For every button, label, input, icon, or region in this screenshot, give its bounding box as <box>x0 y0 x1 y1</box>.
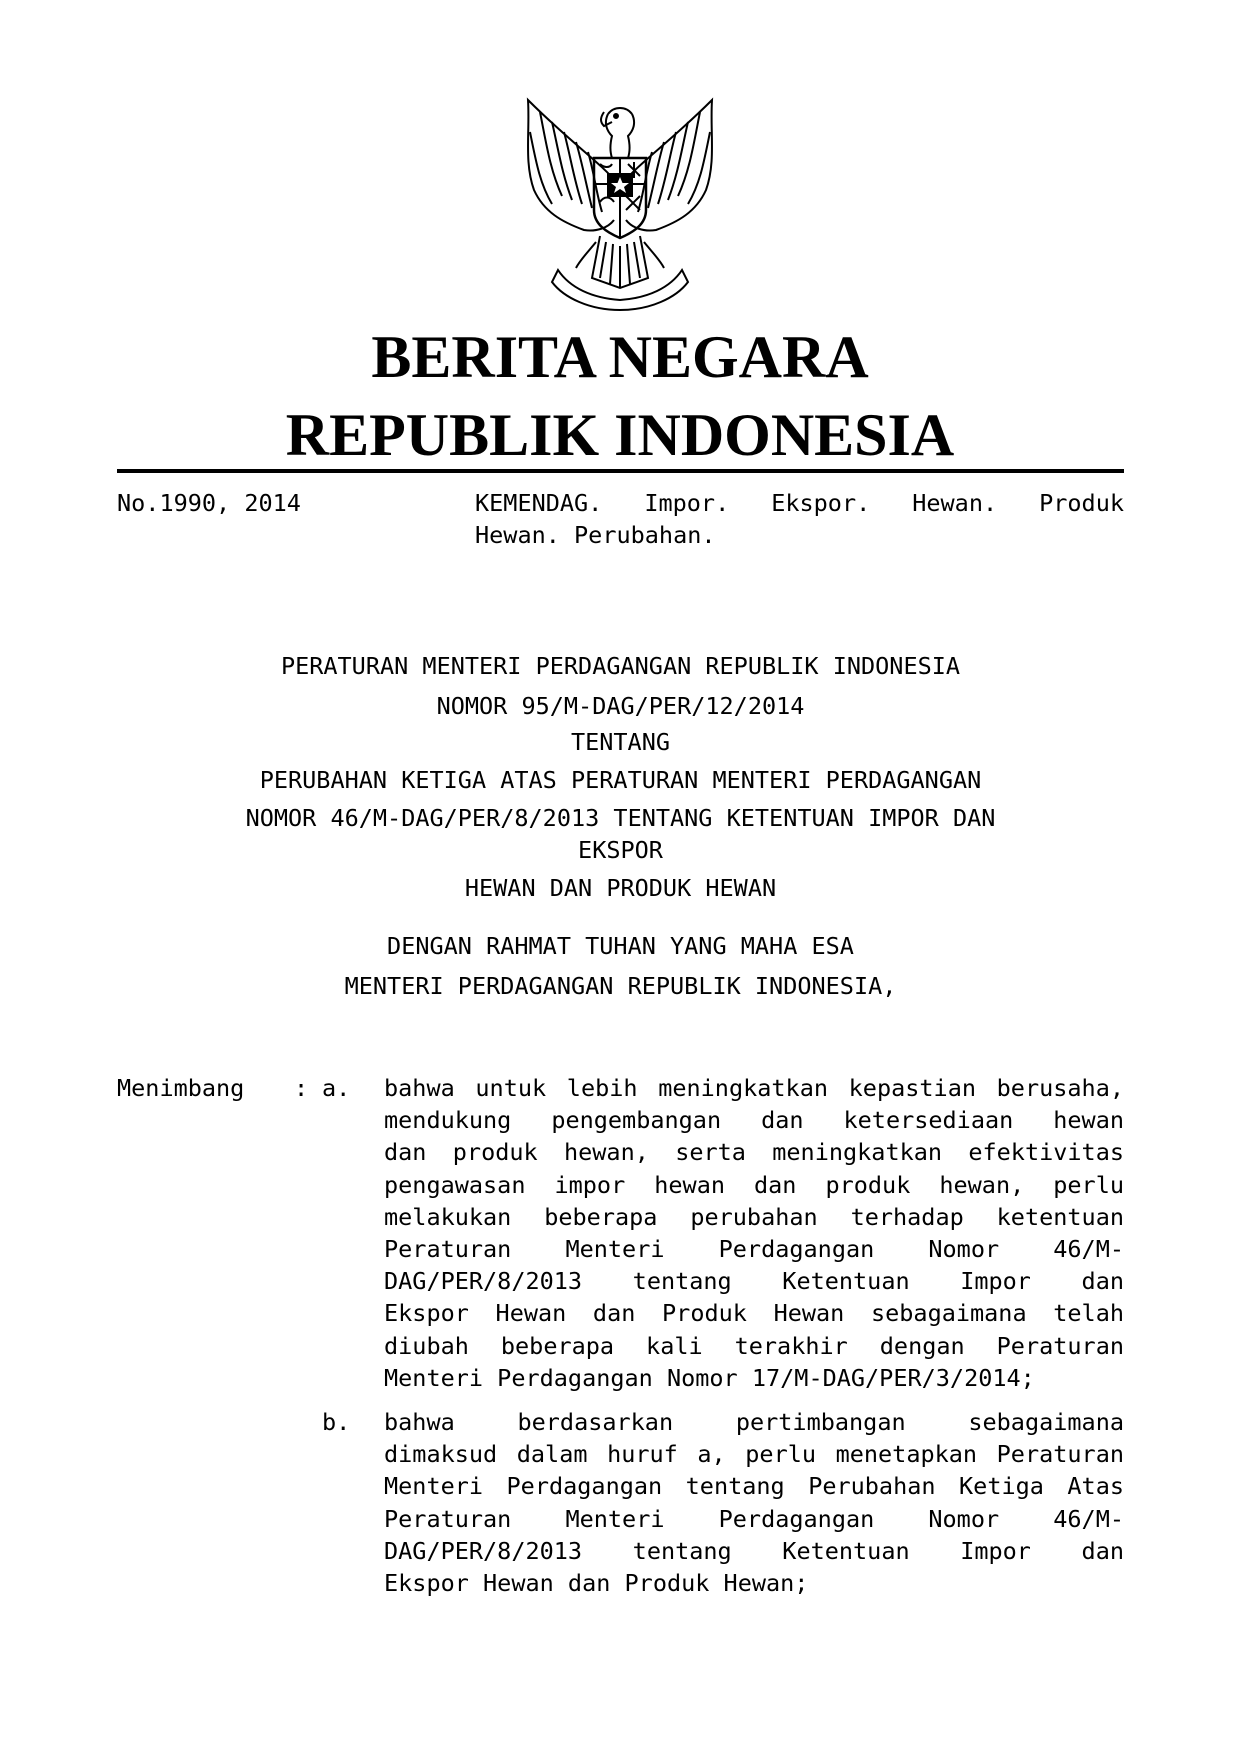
item-line: Ekspor Hewan dan Produk Hewan; <box>384 1569 809 1598</box>
item-line: dimaksud dalam huruf a, perlu menetapkan Peraturan <box>384 1440 1124 1469</box>
item-line: Peraturan Menteri Perdagangan Nomor 46/M- <box>384 1235 1124 1264</box>
regulation-title-line: HEWAN DAN PRODUK HEWAN <box>464 874 777 902</box>
regulation-title-line: PERUBAHAN KETIGA ATAS PERATURAN MENTERI PERDAGANGAN <box>259 766 982 794</box>
gazette-subject <box>475 487 1124 551</box>
item-line: bahwa untuk lebih meningkatkan kepastian berusaha, <box>384 1074 1124 1102</box>
regulation-about: TENTANG <box>570 728 671 756</box>
masthead-title-line2: REPUBLIK INDONESIA <box>285 402 955 468</box>
regulation-heading: PERATURAN MENTERI PERDAGANGAN REPUBLIK INDONESIA <box>280 652 961 680</box>
item-line: mendukung pengembangan dan ketersediaan hewan <box>384 1106 1124 1135</box>
regulation-title-line: NOMOR 46/M-DAG/PER/8/2013 TENTANG KETENTUAN IMPOR DAN <box>245 804 996 832</box>
item-line: diubah beberapa kali terakhir dengan Peraturan <box>384 1331 1124 1360</box>
considering-item-a <box>384 1072 1124 1394</box>
item-line: DAG/PER/8/2013 tentang Ketentuan Impor dan <box>384 1536 1124 1565</box>
item-line: pengawasan impor hewan dan produk hewan, perlu <box>384 1170 1124 1199</box>
gazette-subject-line: Hewan. Perubahan. <box>475 521 716 549</box>
item-line: Ekspor Hewan dan Produk Hewan sebagaimana telah <box>384 1299 1124 1328</box>
considering-label: Menimbang <box>117 1074 245 1102</box>
regulation-title-line: EKSPOR <box>578 836 663 864</box>
item-line: DAG/PER/8/2013 tentang Ketentuan Impor dan <box>384 1267 1124 1296</box>
item-line: melakukan beberapa perubahan terhadap ketentuan <box>384 1202 1124 1231</box>
considering-item-b <box>384 1406 1124 1599</box>
gazette-subject-line: KEMENDAG. Impor. Ekspor. Hewan. Produk <box>475 489 1124 517</box>
invocation: DENGAN RAHMAT TUHAN YANG MAHA ESA <box>387 932 854 960</box>
item-line: Menteri Perdagangan Nomor 17/M-DAG/PER/3/2014; <box>384 1363 1035 1392</box>
gazette-number: No.1990, 2014 <box>117 489 301 517</box>
item-line: Peraturan Menteri Perdagangan Nomor 46/M- <box>384 1504 1124 1533</box>
header-divider <box>117 469 1124 473</box>
item-line: dan produk hewan, serta meningkatkan efektivitas <box>384 1138 1124 1167</box>
item-line: Menteri Perdagangan tentang Perubahan Ketiga Atas <box>384 1472 1124 1501</box>
considering-colon: : <box>294 1074 309 1102</box>
item-marker-b: b. <box>322 1408 351 1436</box>
item-marker-a: a. <box>322 1074 351 1102</box>
item-line: bahwa berdasarkan pertimbangan sebagaimana <box>384 1408 1124 1436</box>
regulation-number: NOMOR 95/M-DAG/PER/12/2014 <box>436 692 805 720</box>
minister-line: MENTERI PERDAGANGAN REPUBLIK INDONESIA, <box>344 972 897 1000</box>
garuda-emblem-icon <box>500 92 740 314</box>
masthead-title-line1: BERITA NEGARA <box>371 324 869 390</box>
